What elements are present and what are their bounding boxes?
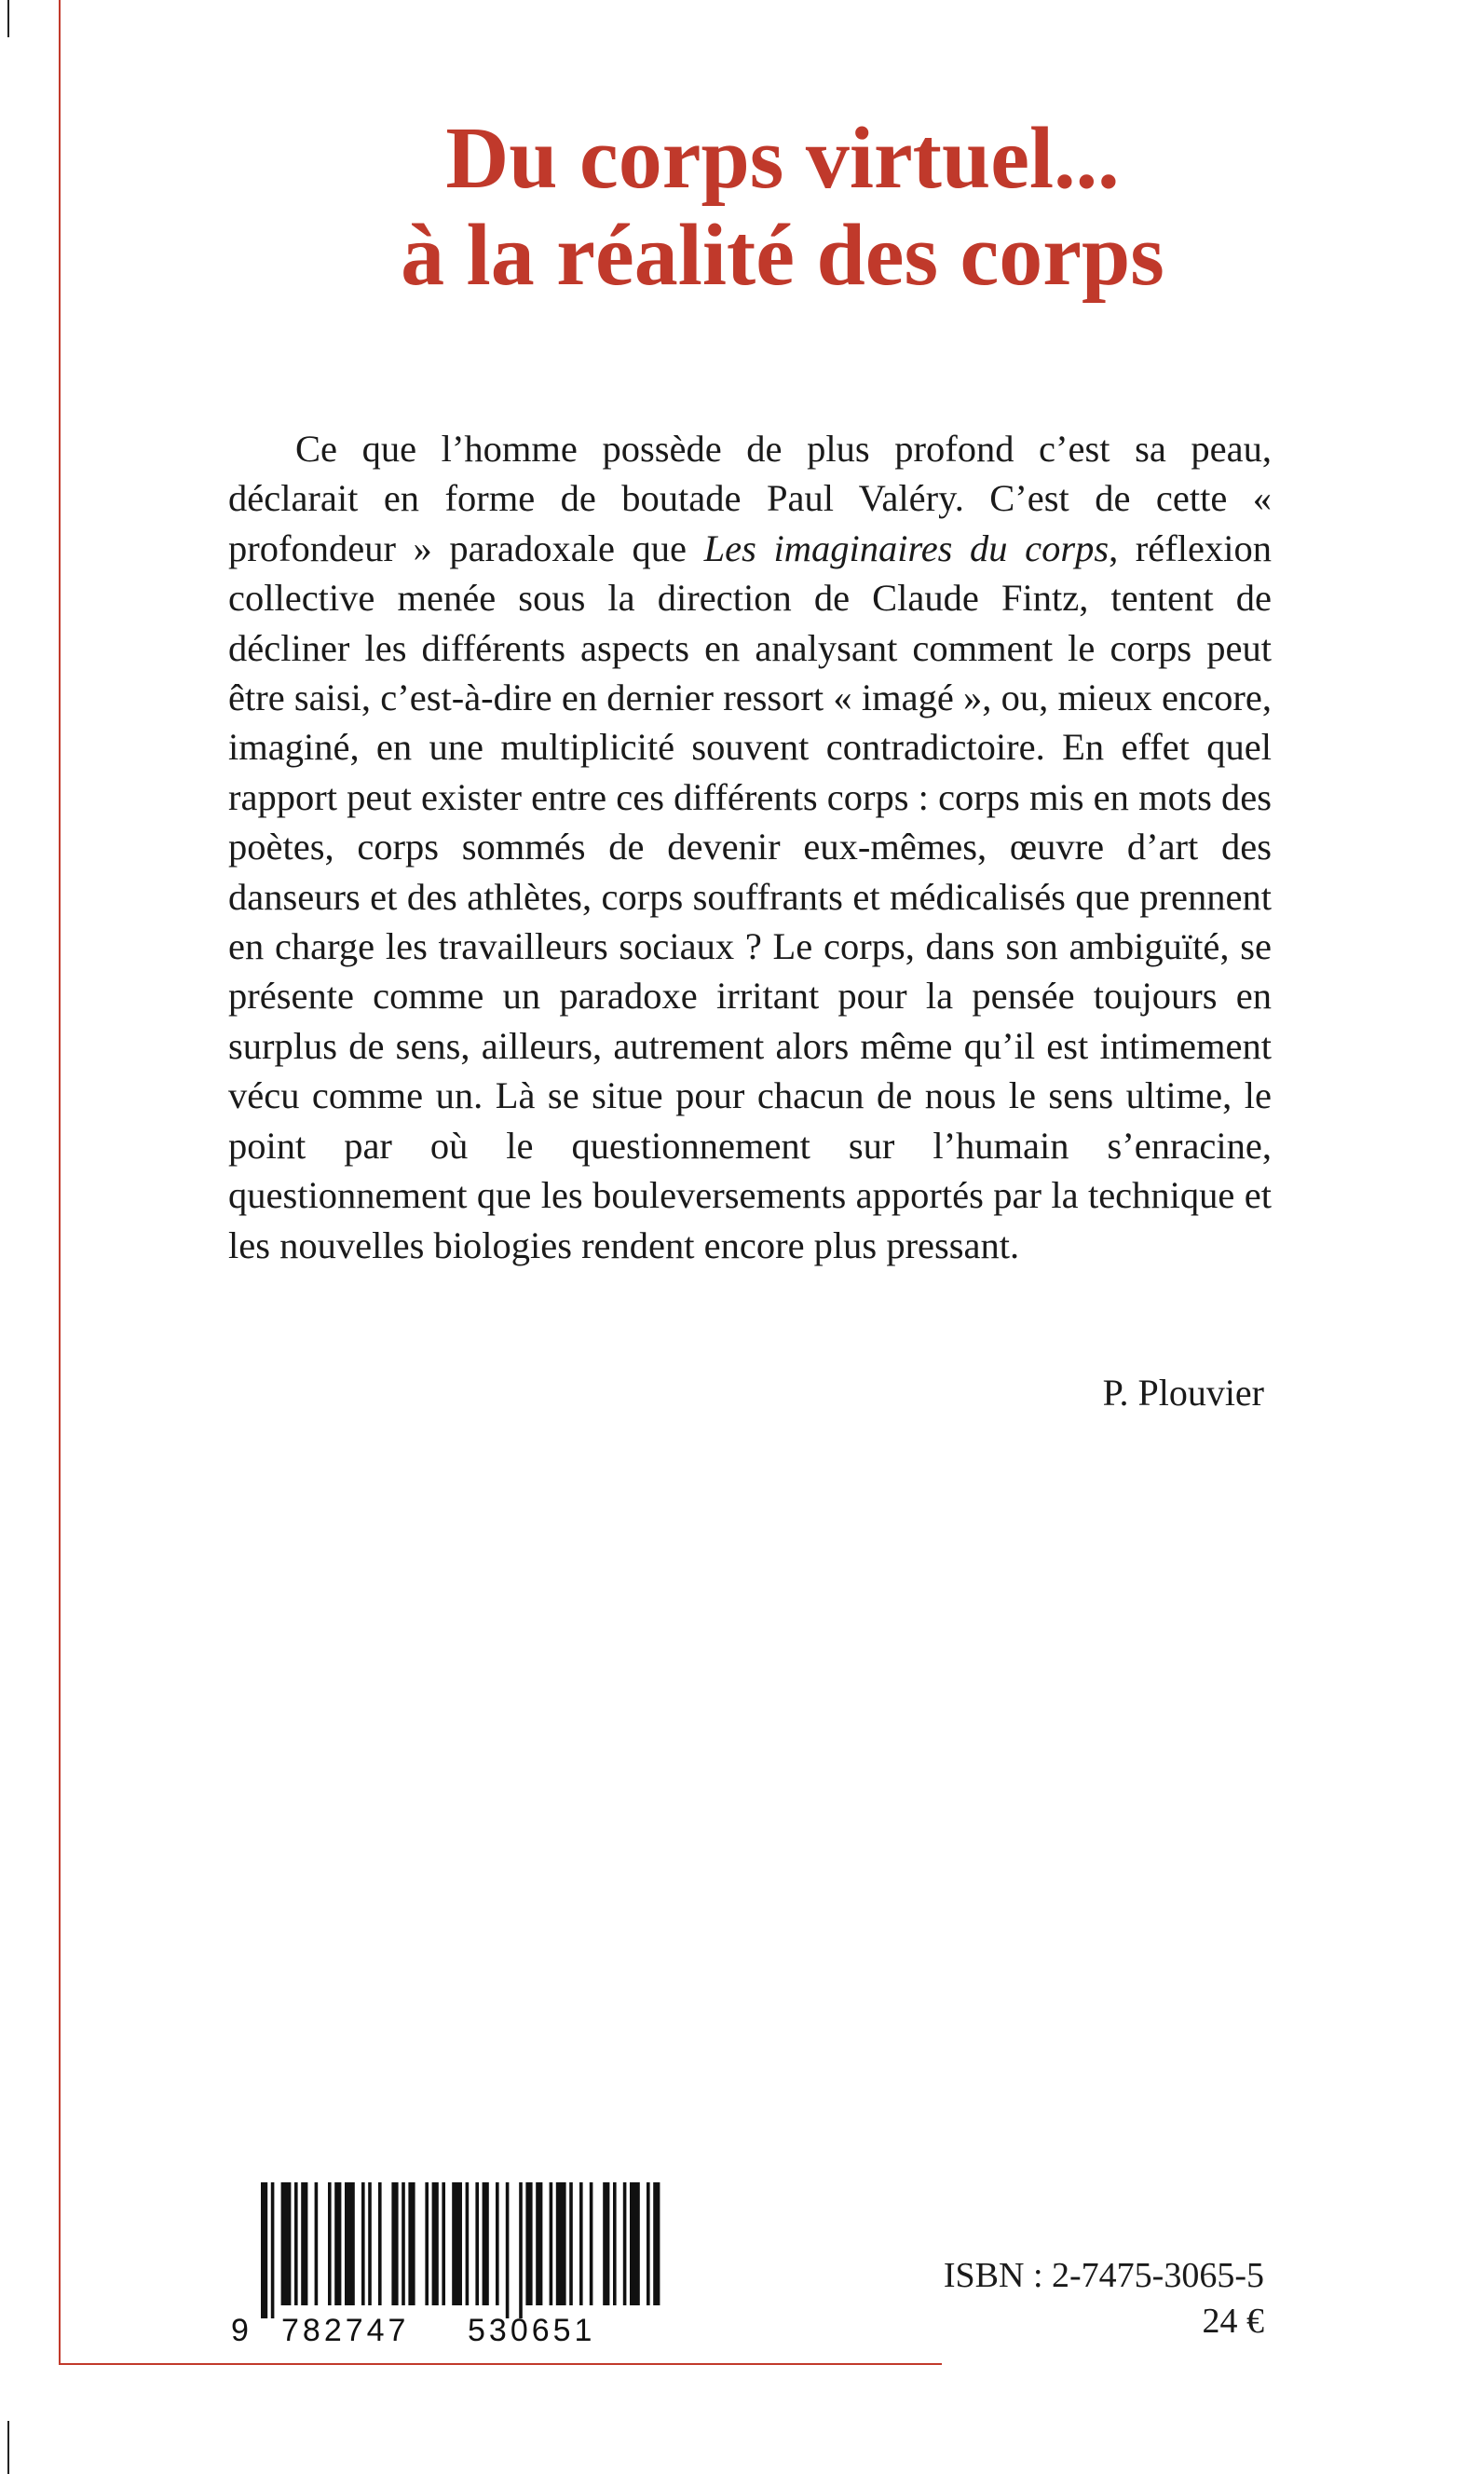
barcode-bar: [425, 2182, 429, 2305]
barcode-bar: [525, 2182, 532, 2305]
barcode-bar: [569, 2182, 573, 2305]
blurb-book-title-italic: Les imaginaires du corps: [703, 526, 1110, 569]
barcode-bar: [315, 2182, 319, 2305]
barcode-bar: [301, 2182, 307, 2305]
blurb-text: [228, 424, 1272, 1270]
barcode-bar: [466, 2182, 470, 2305]
barcode-bar: [345, 2182, 355, 2305]
barcode-bar: [402, 2182, 405, 2305]
barcode-bar: [550, 2182, 553, 2305]
barcode-bar: [556, 2182, 566, 2305]
barcode-bar: [261, 2182, 267, 2318]
barcode-bar: [506, 2182, 510, 2318]
barcode-bar: [391, 2182, 398, 2305]
barcode-group-2: 530651: [468, 2313, 596, 2348]
barcode-bar: [496, 2182, 499, 2305]
barcode-bar: [281, 2182, 292, 2305]
crop-mark-top: [7, 0, 9, 37]
barcode-bar: [579, 2182, 583, 2305]
cover-border-bottom: [59, 2363, 942, 2365]
barcode-bar: [475, 2182, 479, 2305]
barcode-bar: [334, 2182, 341, 2305]
barcode-bar: [452, 2182, 462, 2305]
barcode-bar: [613, 2182, 617, 2305]
price-label: 24 €: [1202, 2302, 1264, 2341]
barcode-bar: [378, 2182, 382, 2305]
barcode-bar: [361, 2182, 365, 2305]
barcode-bar: [483, 2182, 489, 2305]
barcode-bar: [647, 2182, 650, 2305]
barcode-bars: [261, 2182, 660, 2318]
barcode-bar: [653, 2182, 660, 2305]
blurb-part-1: Ce que l’homme possède de plus profond c’est sa peau, déclarait en forme de boutade Paul Valéry. C’est de cette « profondeur » paradoxale que: [228, 428, 1272, 569]
barcode-bar: [294, 2182, 298, 2305]
barcode: [224, 2180, 671, 2348]
author-signature: P. Plouvier: [1102, 1372, 1264, 1414]
title-line-1: Du corps virtuel...: [445, 110, 1120, 207]
cover-border-left: [59, 0, 61, 2365]
barcode-bar: [623, 2182, 627, 2305]
crop-mark-bottom: [7, 2421, 9, 2474]
book-title: [130, 110, 1435, 304]
barcode-bar: [630, 2182, 640, 2305]
barcode-bar: [603, 2182, 609, 2305]
isbn-label: ISBN : 2-7475-3065-5: [943, 2256, 1264, 2295]
barcode-bar: [536, 2182, 542, 2305]
barcode-bar: [328, 2182, 332, 2305]
barcode-bar: [408, 2182, 415, 2305]
barcode-bar: [368, 2182, 372, 2305]
title-line-2: à la réalité des corps: [401, 207, 1164, 304]
barcode-bar: [432, 2182, 439, 2305]
barcode-bar: [590, 2182, 593, 2305]
blurb-part-2: , réflexion collective menée sous la direction de Claude Fintz, tentent de décliner les différents aspects en analysant comment le corps peut être saisi, c’est-à-dire en dernier ressort « imagé », ou, mieux encore, imaginé, en une multiplicité souvent contradictoire. En effet quel rapport peut exister entre ces différents corps : corps mis en mots des poètes, corps sommés de devenir eux-mêmes, œuvre d’art des danseurs et des athlètes, corps souffrants et médicalisés que prennent en charge les travailleurs sociaux ? Le corps, dans son ambiguïté, se présente comme un paradoxe irritant pour la pensée toujours en surplus de sens, ailleurs, autrement alors même qu’il est intimement vécu comme un. Là se situe pour chacun de nous le sens ultime, le point par où le questionnement sur l’humain s’enracine, questionnement que les bouleversements apportés par la technique et les nouvelles biologies rendent encore plus pressant.: [228, 526, 1272, 1266]
barcode-first-digit: 9: [231, 2313, 249, 2348]
barcode-bar: [519, 2182, 523, 2318]
barcode-group-1: 782747: [281, 2313, 410, 2348]
barcode-bar: [442, 2182, 445, 2305]
barcode-bar: [271, 2182, 275, 2318]
